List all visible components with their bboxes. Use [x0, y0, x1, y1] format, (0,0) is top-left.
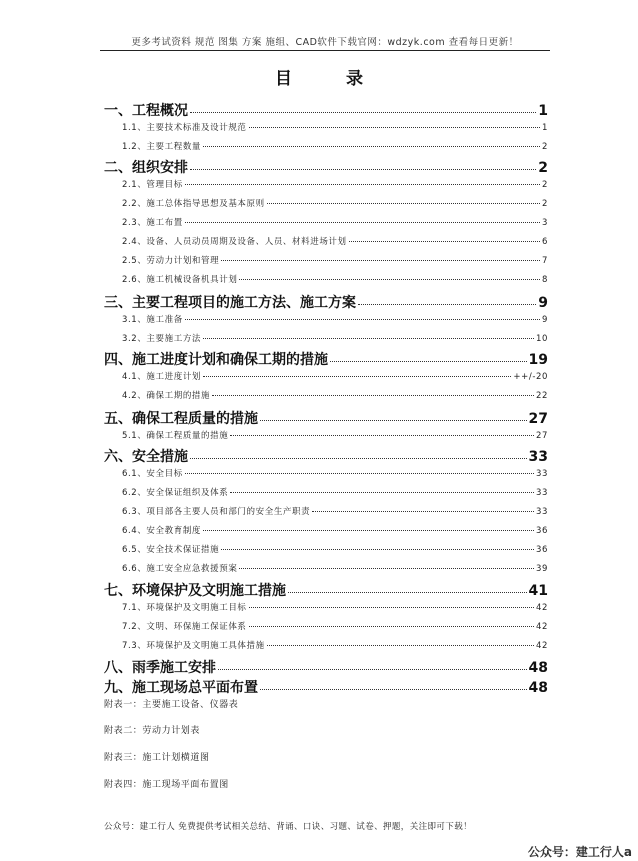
toc-entry-label: 三、主要工程项目的施工方法、施工方案: [104, 295, 356, 311]
toc-entry-label: 2.3、施工布置: [122, 218, 183, 228]
toc-section-entry[interactable]: [122, 216, 548, 228]
toc-entry-page-number: ++/-20: [513, 372, 548, 382]
toc-section-entry[interactable]: [122, 140, 548, 152]
toc-entry-page-number: 7: [541, 256, 548, 266]
toc-section-entry[interactable]: [122, 178, 548, 190]
toc-entry-label: 6.2、安全保证组织及体系: [122, 488, 229, 498]
toc-entry-label: 6.5、安全技术保证措施: [122, 545, 220, 555]
toc-entry-label: 3.2、主要施工方法: [122, 334, 202, 344]
toc-entry-page-number: 9: [541, 315, 548, 325]
toc-entry-label: 八、雨季施工安排: [104, 660, 216, 676]
appendix-item: 附表四：施工现场平面布置图: [104, 780, 229, 790]
toc-section-entry[interactable]: [122, 273, 548, 285]
toc-entry-page-number: 33: [535, 507, 548, 517]
toc-dot-leader: [288, 592, 527, 593]
toc-chapter-entry[interactable]: [104, 446, 548, 466]
toc-entry-page-number: 1: [541, 123, 548, 133]
toc-entry-page-number: 42: [535, 622, 548, 632]
toc-dot-leader: [221, 549, 534, 550]
toc-chapter-entry[interactable]: [104, 292, 548, 312]
toc-section-entry[interactable]: [122, 429, 548, 441]
toc-chapter-entry[interactable]: [104, 100, 548, 120]
toc-entry-page-number: 36: [535, 545, 548, 555]
toc-entry-label: 五、确保工程质量的措施: [104, 411, 258, 427]
toc-entry-page-number: 39: [535, 564, 548, 574]
watermark-text: 公众号：建工行人a: [527, 845, 632, 859]
toc-entry-label: 6.3、项目部各主要人员和部门的安全生产职责: [122, 507, 311, 517]
toc-section-entry[interactable]: [122, 486, 548, 498]
toc-chapter-entry[interactable]: [104, 580, 548, 600]
toc-entry-label: 2.6、施工机械设备机具计划: [122, 275, 238, 285]
page-title: 目 录: [275, 69, 387, 89]
toc-entry-page-number: 33: [528, 449, 548, 465]
toc-entry-label: 七、环境保护及文明施工措施: [104, 583, 286, 599]
toc-dot-leader: [267, 203, 540, 204]
toc-entry-page-number: 48: [528, 680, 548, 696]
toc-entry-label: 4.1、施工进度计划: [122, 372, 202, 382]
toc-chapter-entry[interactable]: [104, 677, 548, 697]
toc-entry-page-number: 8: [541, 275, 548, 285]
toc-dot-leader: [185, 184, 540, 185]
toc-entry-label: 6.4、安全教育制度: [122, 526, 202, 536]
toc-dot-leader: [230, 435, 534, 436]
toc-entry-page-number: 42: [535, 603, 548, 613]
toc-dot-leader: [203, 376, 511, 377]
toc-dot-leader: [260, 689, 527, 690]
toc-section-entry[interactable]: [122, 254, 548, 266]
toc-entry-page-number: 2: [538, 160, 548, 176]
toc-dot-leader: [239, 568, 534, 569]
toc-entry-label: 2.5、劳动力计划和管理: [122, 256, 220, 266]
toc-entry-page-number: 27: [528, 411, 548, 427]
toc-entry-label: 6.1、安全目标: [122, 469, 183, 479]
toc-entry-label: 1.1、主要技术标准及设计规范: [122, 123, 247, 133]
header-divider: [100, 50, 550, 51]
toc-entry-page-number: 10: [535, 334, 548, 344]
toc-section-entry[interactable]: [122, 639, 548, 651]
toc-dot-leader: [212, 395, 534, 396]
toc-entry-label: 二、组织安排: [104, 160, 188, 176]
toc-entry-label: 3.1、施工准备: [122, 315, 183, 325]
toc-entry-page-number: 33: [535, 469, 548, 479]
toc-section-entry[interactable]: [122, 562, 548, 574]
toc-dot-leader: [312, 511, 534, 512]
toc-entry-label: 5.1、确保工程质量的措施: [122, 431, 229, 441]
toc-dot-leader: [349, 241, 540, 242]
toc-entry-page-number: 41: [528, 583, 548, 599]
toc-dot-leader: [190, 458, 527, 459]
toc-entry-label: 2.4、设备、人员动员周期及设备、人员、材料进场计划: [122, 237, 347, 247]
toc-entry-page-number: 6: [541, 237, 548, 247]
toc-dot-leader: [185, 319, 540, 320]
toc-dot-leader: [185, 473, 534, 474]
toc-dot-leader: [239, 279, 540, 280]
toc-section-entry[interactable]: [122, 505, 548, 517]
toc-entry-page-number: 2: [541, 199, 548, 209]
appendix-item: 附表三：施工计划横道图: [104, 753, 210, 763]
toc-entry-page-number: 42: [535, 641, 548, 651]
toc-dot-leader: [249, 626, 534, 627]
toc-entry-label: 一、工程概况: [104, 103, 188, 119]
toc-dot-leader: [267, 645, 534, 646]
toc-entry-label: 6.6、施工安全应急救援预案: [122, 564, 238, 574]
toc-entry-label: 1.2、主要工程数量: [122, 142, 202, 152]
toc-entry-label: 7.2、文明、环保施工保证体系: [122, 622, 247, 632]
toc-entry-label: 4.2、确保工期的措施: [122, 391, 211, 401]
toc-entry-label: 四、施工进度计划和确保工期的措施: [104, 352, 328, 368]
page-header-text: 更多考试资料 规范 图集 方案 施组、CAD软件下载官网：wdzyk.com 查看每日更新！: [131, 37, 519, 48]
toc-entry-label: 2.1、管理目标: [122, 180, 183, 190]
toc-section-entry[interactable]: [122, 370, 548, 382]
toc-entry-page-number: 3: [541, 218, 548, 228]
toc-dot-leader: [190, 112, 536, 113]
toc-entry-page-number: 9: [538, 295, 548, 311]
toc-entry-label: 六、安全措施: [104, 449, 188, 465]
toc-dot-leader: [221, 260, 540, 261]
toc-chapter-entry[interactable]: [104, 657, 548, 677]
toc-section-entry[interactable]: [122, 313, 548, 325]
toc-entry-page-number: 1: [538, 103, 548, 119]
appendix-item: 附表一：主要施工设备、仪器表: [104, 700, 239, 710]
toc-section-entry[interactable]: [122, 389, 548, 401]
toc-chapter-entry[interactable]: [104, 408, 548, 428]
toc-section-entry[interactable]: [122, 601, 548, 613]
toc-entry-label: 7.3、环境保护及文明施工具体措施: [122, 641, 265, 651]
toc-section-entry[interactable]: [122, 235, 548, 247]
toc-entry-page-number: 36: [535, 526, 548, 536]
page-footer-text: 公众号：建工行人 免费提供考试相关总结、背诵、口诀、习题、试卷、押题，关注即可下载！: [104, 822, 473, 832]
toc-entry-page-number: 22: [535, 391, 548, 401]
toc-entry-page-number: 27: [535, 431, 548, 441]
toc-section-entry[interactable]: [122, 197, 548, 209]
toc-entry-page-number: 33: [535, 488, 548, 498]
toc-dot-leader: [190, 169, 536, 170]
toc-dot-leader: [203, 146, 540, 147]
toc-section-entry[interactable]: [122, 467, 548, 479]
toc-entry-label: 2.2、施工总体指导思想及基本原则: [122, 199, 265, 209]
toc-entry-page-number: 2: [541, 142, 548, 152]
toc-section-entry[interactable]: [122, 524, 548, 536]
appendix-item: 附表二：劳动力计划表: [104, 726, 201, 736]
toc-entry-page-number: 48: [528, 660, 548, 676]
toc-chapter-entry[interactable]: [104, 157, 548, 177]
toc-section-entry[interactable]: [122, 121, 548, 133]
toc-entry-page-number: 2: [541, 180, 548, 190]
toc-section-entry[interactable]: [122, 620, 548, 632]
toc-dot-leader: [203, 530, 534, 531]
toc-entry-page-number: 19: [528, 352, 548, 368]
toc-dot-leader: [249, 607, 534, 608]
toc-entry-label: 7.1、环境保护及文明施工目标: [122, 603, 247, 613]
toc-dot-leader: [330, 361, 527, 362]
toc-chapter-entry[interactable]: [104, 349, 548, 369]
toc-section-entry[interactable]: [122, 543, 548, 555]
toc-dot-leader: [260, 420, 527, 421]
toc-dot-leader: [185, 222, 540, 223]
toc-dot-leader: [218, 669, 527, 670]
toc-entry-label: 九、施工现场总平面布置: [104, 680, 258, 696]
toc-dot-leader: [249, 127, 540, 128]
toc-dot-leader: [203, 338, 534, 339]
toc-dot-leader: [358, 304, 536, 305]
toc-section-entry[interactable]: [122, 332, 548, 344]
toc-dot-leader: [230, 492, 534, 493]
